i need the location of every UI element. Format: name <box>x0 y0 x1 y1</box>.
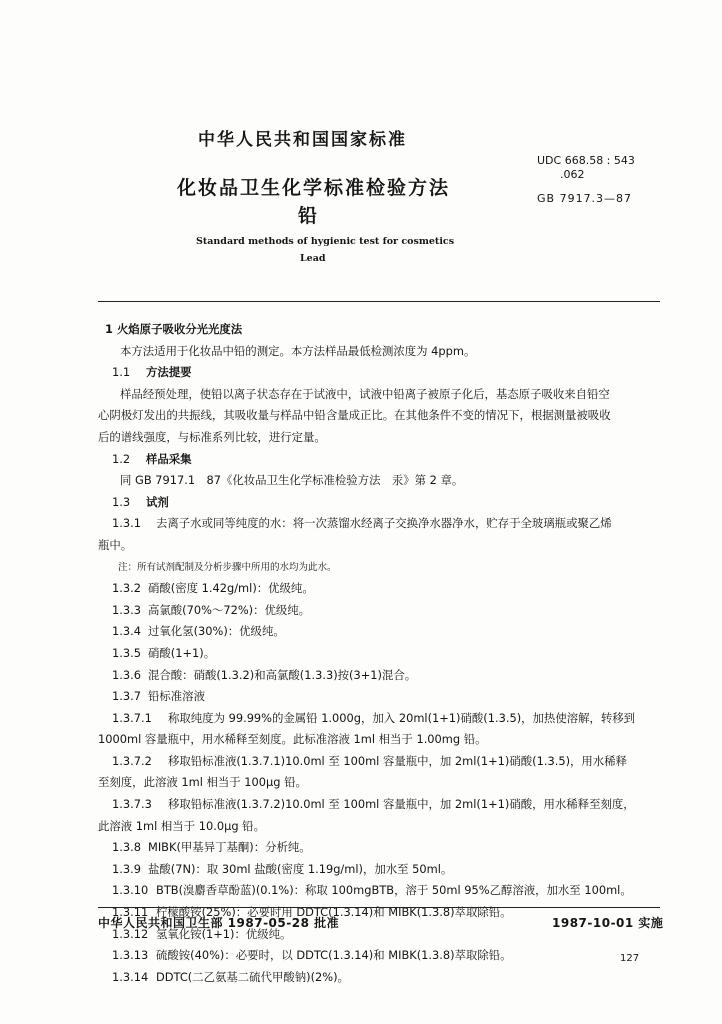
subsection-number: 1.1 <box>112 365 131 380</box>
paragraph: 本方法适用于化妆品中铅的测定。本方法样品最低检测浓度为 4ppm。 <box>120 343 476 358</box>
item-text: 移取铅标准液(1.3.7.1)10.0ml 至 100ml 容量瓶中，加 2ml(1+1)硝酸(1.3.5)，用水稀释 <box>168 753 627 768</box>
subsection-heading <box>98 492 664 514</box>
udc-code: UDC 668.58 : 543 <box>537 154 635 167</box>
item-number: 1.3.6 <box>112 667 141 682</box>
paragraph: 同 GB 7917.1 87《化妆品卫生化学标准检验方法 汞》第 2 章。 <box>120 473 464 488</box>
list-item <box>98 751 664 773</box>
effective-date: 1987-10-01 实施 <box>552 916 664 930</box>
approval-statement: 中华人民共和国卫生部 1987-05-28 批准 <box>98 916 340 930</box>
item-number: 1.3.2 <box>112 581 141 596</box>
item-number: 1.3.3 <box>112 602 141 617</box>
subsection-title: 样品采集 <box>146 451 192 466</box>
list-item <box>98 967 664 989</box>
item-number: 1.3.7.2 <box>112 753 152 768</box>
list-item <box>98 513 664 535</box>
item-text: 混合酸：硝酸(1.3.2)和高氯酸(1.3.3)按(3+1)混合。 <box>148 667 417 682</box>
item-text: 过氧化氢(30%)：优级纯。 <box>148 624 285 639</box>
item-text: 盐酸(7N)：取 30ml 盐酸(密度 1.19g/ml)，加水至 50ml。 <box>148 861 453 876</box>
list-item <box>98 859 664 881</box>
item-number: 1.3.14 <box>112 969 149 984</box>
document-body <box>98 319 664 988</box>
list-item <box>98 880 664 902</box>
item-number: 1.3.1 <box>112 516 141 531</box>
gb-standard-number: GB 7917.3—87 <box>537 192 633 205</box>
item-text: MIBK(甲基异丁基酮)：分析纯。 <box>148 840 311 855</box>
subsection-number: 1.3 <box>112 494 131 509</box>
list-item <box>98 643 664 665</box>
subsection-heading <box>98 449 664 471</box>
english-title: Standard methods of hygienic test for cosmetics <box>196 236 455 247</box>
item-text-continued: 此溶液 1ml 相当于 10.0μg 铅。 <box>98 818 265 833</box>
document-title: 化妆品卫生化学标准检验方法 <box>177 177 451 199</box>
standard-category-title: 中华人民共和国国家标准 <box>198 130 407 150</box>
item-text-continued: 1000ml 容量瓶中，用水稀释至刻度。此标准溶液 1ml 相当于 1.00mg 铅。 <box>98 732 487 747</box>
list-item <box>98 945 664 967</box>
paragraph-line: 后的谱线强度，与标准系列比较，进行定量。 <box>98 429 326 444</box>
udc-code-continued: .062 <box>560 168 585 181</box>
item-text: 硝酸(密度 1.42g/ml)：优级纯。 <box>148 581 314 596</box>
item-number: 1.3.9 <box>112 861 141 876</box>
item-text: DDTC(二乙氨基二硫代甲酸钠)(2%)。 <box>156 969 349 984</box>
item-text: 硝酸(1+1)。 <box>148 645 216 660</box>
list-item <box>98 794 664 816</box>
note: 注：所有试剂配制及分析步骤中所用的水均为此水。 <box>118 561 337 573</box>
item-number: 1.3.7 <box>112 689 141 704</box>
document-subtitle: 铅 <box>298 205 318 227</box>
subsection-heading <box>98 362 664 384</box>
item-text: 硫酸铵(40%)：必要时，以 DDTC(1.3.14)和 MIBK(1.3.8)萃取除铅。 <box>156 948 512 963</box>
list-item <box>98 578 664 600</box>
item-text: BTB(溴麝香草酚蓝)(0.1%)：称取 100mgBTB，溶于 50ml 95%乙醇溶液，加水至 100ml。 <box>156 883 632 898</box>
paragraph-line: 心阴极灯发出的共振线，其吸收量与样品中铅含量成正比。在其他条件不变的情况下，根据测量被吸收 <box>98 408 611 423</box>
item-text: 称取纯度为 99.99%的金属铅 1.000g，加入 20ml(1+1)硝酸(1.3.5)，加热使溶解，转移到 <box>168 710 636 725</box>
item-text: 移取铅标准液(1.3.7.2)10.0ml 至 100ml 容量瓶中，加 2ml(1+1)硝酸，用水稀释至刻度， <box>168 797 635 812</box>
page-number: 127 <box>620 953 640 964</box>
subsection-title: 试剂 <box>146 494 169 509</box>
english-subtitle: Lead <box>300 253 326 264</box>
list-item <box>98 837 664 859</box>
item-text: 去离子水或同等纯度的水：将一次蒸馏水经离子交换净水器净水，贮存于全玻璃瓶或聚乙烯 <box>156 516 612 531</box>
item-number: 1.3.5 <box>112 645 141 660</box>
paragraph-line: 样品经预处理，使铅以离子状态存在于试液中，试液中铅离子被原子化后，基态原子吸收来自铅空 <box>120 386 610 401</box>
item-text: 氢氧化铵(1+1)：优级纯。 <box>156 926 292 941</box>
item-number: 1.3.12 <box>112 926 149 941</box>
item-number: 1.3.7.3 <box>112 797 152 812</box>
item-text: 高氯酸(70%～72%)：优级纯。 <box>148 602 311 617</box>
item-number: 1.3.13 <box>112 948 149 963</box>
footer-divider <box>98 907 660 908</box>
list-item <box>98 708 664 730</box>
item-text: 铅标准溶液 <box>148 689 205 704</box>
subsection-number: 1.2 <box>112 451 131 466</box>
list-item <box>98 665 664 687</box>
item-text-continued: 至刻度，此溶液 1ml 相当于 100μg 铅。 <box>98 775 307 790</box>
item-number: 1.3.10 <box>112 883 149 898</box>
item-number: 1.3.4 <box>112 624 141 639</box>
item-number: 1.3.11 <box>112 905 149 920</box>
list-item <box>98 621 664 643</box>
header-divider <box>98 301 660 302</box>
item-number: 1.3.7.1 <box>112 710 152 725</box>
item-text-continued: 瓶中。 <box>98 537 133 552</box>
section-heading: 1 火焰原子吸收分光光度法 <box>105 322 243 336</box>
list-item <box>98 600 664 622</box>
subsection-title: 方法提要 <box>146 365 192 380</box>
item-text: 柠檬酸铵(25%)：必要时用 DDTC(1.3.14)和 MIBK(1.3.8)萃取除铅。 <box>156 905 512 920</box>
list-item <box>98 686 664 708</box>
item-number: 1.3.8 <box>112 840 141 855</box>
